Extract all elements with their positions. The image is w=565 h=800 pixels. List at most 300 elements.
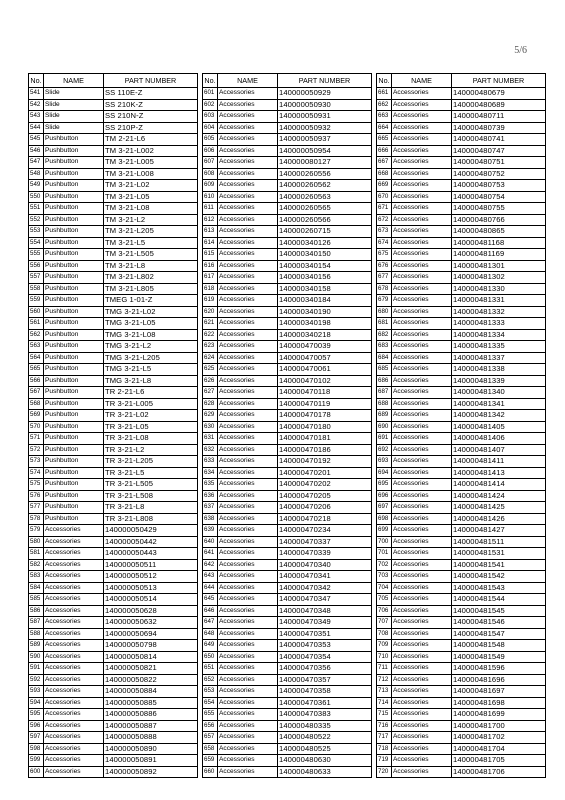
row-name: Pushbutton (44, 513, 104, 525)
row-name: Accessories (44, 617, 104, 629)
table-header-row (377, 74, 546, 88)
table-row (29, 375, 198, 387)
row-name: Accessories (44, 605, 104, 617)
row-number: 705 (377, 594, 392, 606)
row-number: 676 (377, 260, 392, 272)
row-name: Accessories (392, 766, 452, 778)
table-row (203, 145, 372, 157)
row-part-number: SS 210K-Z (104, 99, 198, 111)
row-part-number: TR 3-21-L5 (104, 467, 198, 479)
row-part-number: TMG 3-21-L205 (104, 352, 198, 364)
row-number: 580 (29, 536, 44, 548)
row-part-number: TM 3-21-L02 (104, 180, 198, 192)
row-part-number: 140000481531 (452, 548, 546, 560)
row-name: Accessories (218, 157, 278, 169)
row-number: 627 (203, 387, 218, 399)
table-row (377, 99, 546, 111)
row-part-number: TR 3-21-L205 (104, 456, 198, 468)
row-name: Accessories (392, 640, 452, 652)
header-name: NAME (44, 74, 104, 88)
row-name: Accessories (218, 295, 278, 307)
row-number: 669 (377, 180, 392, 192)
row-part-number: 140000470358 (278, 686, 372, 698)
row-part-number: 140000481696 (452, 674, 546, 686)
table-row (377, 536, 546, 548)
row-name: Accessories (218, 318, 278, 330)
table-row (377, 479, 546, 491)
row-name: Accessories (392, 502, 452, 514)
row-number: 633 (203, 456, 218, 468)
row-number: 555 (29, 249, 44, 261)
row-part-number: 140000470356 (278, 663, 372, 675)
table-row (377, 272, 546, 284)
table-row (29, 663, 198, 675)
row-number: 685 (377, 364, 392, 376)
row-number: 686 (377, 375, 392, 387)
table-row (29, 444, 198, 456)
row-name: Accessories (392, 548, 452, 560)
row-number: 599 (29, 755, 44, 767)
row-part-number: 140000481549 (452, 651, 546, 663)
table-row (377, 203, 546, 215)
table-row (203, 559, 372, 571)
row-number: 552 (29, 214, 44, 226)
row-number: 558 (29, 283, 44, 295)
table-row (377, 766, 546, 778)
row-number: 695 (377, 479, 392, 491)
row-name: Accessories (218, 168, 278, 180)
row-part-number: 140000470353 (278, 640, 372, 652)
row-part-number: 140000480335 (278, 720, 372, 732)
table-row (203, 444, 372, 456)
table-row (203, 456, 372, 468)
row-number: 682 (377, 329, 392, 341)
table-row (203, 433, 372, 445)
row-name: Accessories (218, 214, 278, 226)
row-part-number: TM 3-21-L805 (104, 283, 198, 295)
row-number: 605 (203, 134, 218, 146)
row-part-number: SS 210P-Z (104, 122, 198, 134)
row-name: Pushbutton (44, 306, 104, 318)
row-name: Accessories (218, 720, 278, 732)
row-number: 631 (203, 433, 218, 445)
row-number: 543 (29, 111, 44, 123)
row-number: 649 (203, 640, 218, 652)
row-name: Accessories (218, 640, 278, 652)
row-number: 623 (203, 341, 218, 353)
row-number: 556 (29, 260, 44, 272)
row-number: 651 (203, 663, 218, 675)
row-part-number: 140000050885 (104, 697, 198, 709)
row-number: 659 (203, 755, 218, 767)
row-name: Accessories (218, 582, 278, 594)
row-part-number: TM 3-21-L08 (104, 203, 198, 215)
row-part-number: 140000480766 (452, 214, 546, 226)
row-part-number: 140000470342 (278, 582, 372, 594)
table-row (203, 168, 372, 180)
row-name: Accessories (218, 410, 278, 422)
row-name: Accessories (392, 732, 452, 744)
row-name: Accessories (392, 295, 452, 307)
row-part-number: 140000050891 (104, 755, 198, 767)
row-name: Pushbutton (44, 203, 104, 215)
row-name: Accessories (218, 755, 278, 767)
row-part-number: 140000481337 (452, 352, 546, 364)
row-part-number: 140000470357 (278, 674, 372, 686)
row-name: Accessories (44, 571, 104, 583)
row-part-number: 140000480739 (452, 122, 546, 134)
row-name: Accessories (218, 502, 278, 514)
table-row (377, 329, 546, 341)
row-number: 647 (203, 617, 218, 629)
row-name: Accessories (392, 525, 452, 537)
table-row (377, 341, 546, 353)
row-name: Accessories (218, 479, 278, 491)
table-row (29, 364, 198, 376)
row-name: Accessories (392, 571, 452, 583)
row-number: 566 (29, 375, 44, 387)
row-number: 665 (377, 134, 392, 146)
table-row (377, 180, 546, 192)
row-part-number: TR 3-21-L005 (104, 398, 198, 410)
row-name: Accessories (218, 203, 278, 215)
table-row (29, 283, 198, 295)
row-number: 716 (377, 720, 392, 732)
row-name: Accessories (218, 272, 278, 284)
row-part-number: 140000470102 (278, 375, 372, 387)
row-part-number: 140000480630 (278, 755, 372, 767)
row-part-number: 140000481596 (452, 663, 546, 675)
row-number: 653 (203, 686, 218, 698)
table-row (377, 709, 546, 721)
row-part-number: 140000481331 (452, 295, 546, 307)
row-part-number: 140000481548 (452, 640, 546, 652)
row-number: 542 (29, 99, 44, 111)
row-part-number: 140000050632 (104, 617, 198, 629)
row-part-number: 140000481330 (452, 283, 546, 295)
table-row (377, 387, 546, 399)
table-row (203, 341, 372, 353)
table-row (203, 375, 372, 387)
row-part-number: 140000481697 (452, 686, 546, 698)
table-row (29, 214, 198, 226)
row-name: Accessories (44, 674, 104, 686)
row-number: 541 (29, 88, 44, 100)
row-number: 589 (29, 640, 44, 652)
row-number: 715 (377, 709, 392, 721)
row-name: Accessories (218, 352, 278, 364)
row-part-number: 140000481411 (452, 456, 546, 468)
row-number: 661 (377, 88, 392, 100)
table-row (377, 663, 546, 675)
table-row (377, 513, 546, 525)
table-row (377, 490, 546, 502)
row-number: 586 (29, 605, 44, 617)
table-row (203, 111, 372, 123)
row-part-number: 140000470118 (278, 387, 372, 399)
table-row (203, 398, 372, 410)
row-part-number: 140000480752 (452, 168, 546, 180)
row-number: 557 (29, 272, 44, 284)
row-part-number: 140000340190 (278, 306, 372, 318)
table-row (29, 295, 198, 307)
row-number: 642 (203, 559, 218, 571)
row-number: 687 (377, 387, 392, 399)
row-name: Pushbutton (44, 398, 104, 410)
row-part-number: 140000481168 (452, 237, 546, 249)
table-row (203, 352, 372, 364)
table-row (29, 536, 198, 548)
row-part-number: 140000470234 (278, 525, 372, 537)
table-row (203, 582, 372, 594)
row-part-number: 140000470119 (278, 398, 372, 410)
row-part-number: 140000050892 (104, 766, 198, 778)
table-row (203, 617, 372, 629)
row-name: Accessories (218, 732, 278, 744)
table-row (29, 732, 198, 744)
row-name: Accessories (392, 318, 452, 330)
row-number: 553 (29, 226, 44, 238)
row-number: 545 (29, 134, 44, 146)
row-part-number: 140000470349 (278, 617, 372, 629)
table-row (203, 421, 372, 433)
table-row (377, 559, 546, 571)
table-row (377, 157, 546, 169)
table-row (29, 594, 198, 606)
row-number: 632 (203, 444, 218, 456)
table-row (29, 272, 198, 284)
table-row (377, 697, 546, 709)
row-part-number: 140000050443 (104, 548, 198, 560)
row-name: Accessories (392, 111, 452, 123)
row-number: 699 (377, 525, 392, 537)
row-name: Pushbutton (44, 318, 104, 330)
row-number: 697 (377, 502, 392, 514)
row-name: Pushbutton (44, 375, 104, 387)
row-name: Accessories (392, 283, 452, 295)
row-name: Accessories (392, 99, 452, 111)
row-number: 702 (377, 559, 392, 571)
row-part-number: 140000050932 (278, 122, 372, 134)
row-part-number: 140000481706 (452, 766, 546, 778)
table-row (377, 605, 546, 617)
row-number: 655 (203, 709, 218, 721)
row-part-number: 140000050513 (104, 582, 198, 594)
row-name: Accessories (218, 433, 278, 445)
table-row (29, 709, 198, 721)
row-part-number: SS 210N-Z (104, 111, 198, 123)
row-part-number: 140000050954 (278, 145, 372, 157)
row-part-number: 140000481547 (452, 628, 546, 640)
row-part-number: 140000470206 (278, 502, 372, 514)
row-name: Accessories (392, 122, 452, 134)
row-number: 675 (377, 249, 392, 261)
table-row (203, 157, 372, 169)
row-name: Accessories (218, 697, 278, 709)
table-row (377, 283, 546, 295)
row-name: Pushbutton (44, 467, 104, 479)
row-part-number: TM 3-21-L002 (104, 145, 198, 157)
row-part-number: 140000340150 (278, 249, 372, 261)
row-name: Accessories (392, 628, 452, 640)
row-part-number: 140000480751 (452, 157, 546, 169)
table-row (29, 559, 198, 571)
table-header-row (29, 74, 198, 88)
row-number: 596 (29, 720, 44, 732)
row-name: Accessories (392, 191, 452, 203)
table-row (203, 99, 372, 111)
row-number: 616 (203, 260, 218, 272)
table-row (377, 433, 546, 445)
table-row (29, 525, 198, 537)
row-part-number: 140000260566 (278, 214, 372, 226)
table-row (203, 720, 372, 732)
row-part-number: 140000481338 (452, 364, 546, 376)
table-row (377, 628, 546, 640)
row-name: Accessories (44, 755, 104, 767)
row-name: Accessories (392, 651, 452, 663)
row-name: Accessories (392, 456, 452, 468)
row-number: 547 (29, 157, 44, 169)
row-part-number: 140000470186 (278, 444, 372, 456)
table-row (377, 582, 546, 594)
row-part-number: 140000481407 (452, 444, 546, 456)
table-row (29, 755, 198, 767)
table-row (29, 686, 198, 698)
table-row (203, 88, 372, 100)
table-row (203, 594, 372, 606)
row-name: Accessories (44, 709, 104, 721)
row-name: Accessories (218, 766, 278, 778)
row-part-number: 140000481425 (452, 502, 546, 514)
row-part-number: 140000050937 (278, 134, 372, 146)
row-part-number: TR 3-21-L08 (104, 433, 198, 445)
row-part-number: 140000481700 (452, 720, 546, 732)
table-row (377, 686, 546, 698)
table-header-row (203, 74, 372, 88)
row-name: Accessories (392, 352, 452, 364)
row-part-number: 140000080127 (278, 157, 372, 169)
row-part-number: 140000481427 (452, 525, 546, 537)
row-name: Accessories (218, 249, 278, 261)
row-name: Slide (44, 88, 104, 100)
row-number: 680 (377, 306, 392, 318)
row-part-number: TM 3-21-L05 (104, 191, 198, 203)
row-number: 622 (203, 329, 218, 341)
row-part-number: TMEG 1-01-Z (104, 295, 198, 307)
row-part-number: 140000050429 (104, 525, 198, 537)
row-name: Accessories (44, 559, 104, 571)
row-part-number: 140000050694 (104, 628, 198, 640)
table-row (377, 594, 546, 606)
table-row (377, 237, 546, 249)
row-name: Accessories (392, 260, 452, 272)
row-number: 568 (29, 398, 44, 410)
row-part-number: TM 3-21-L8 (104, 260, 198, 272)
row-name: Accessories (392, 755, 452, 767)
row-part-number: 140000470178 (278, 410, 372, 422)
row-number: 560 (29, 306, 44, 318)
row-name: Pushbutton (44, 433, 104, 445)
row-number: 679 (377, 295, 392, 307)
row-name: Accessories (218, 467, 278, 479)
table-row (29, 387, 198, 399)
row-part-number: 140000481405 (452, 421, 546, 433)
row-name: Accessories (392, 720, 452, 732)
row-number: 590 (29, 651, 44, 663)
row-name: Accessories (44, 582, 104, 594)
row-part-number: 140000481544 (452, 594, 546, 606)
parts-list (28, 73, 546, 778)
row-part-number: 140000050512 (104, 571, 198, 583)
row-part-number: 140000050814 (104, 651, 198, 663)
row-number: 597 (29, 732, 44, 744)
row-part-number: 140000340126 (278, 237, 372, 249)
table-row (29, 617, 198, 629)
row-number: 701 (377, 548, 392, 560)
row-name: Accessories (392, 697, 452, 709)
table-row (203, 214, 372, 226)
row-part-number: 140000050929 (278, 88, 372, 100)
table-row (377, 502, 546, 514)
row-number: 614 (203, 237, 218, 249)
row-part-number: 140000470348 (278, 605, 372, 617)
row-name: Accessories (392, 329, 452, 341)
row-part-number: 140000470383 (278, 709, 372, 721)
table-row (377, 755, 546, 767)
row-name: Accessories (392, 421, 452, 433)
row-number: 600 (29, 766, 44, 778)
row-name: Pushbutton (44, 352, 104, 364)
row-number: 720 (377, 766, 392, 778)
row-number: 617 (203, 272, 218, 284)
row-number: 591 (29, 663, 44, 675)
table-row (203, 410, 372, 422)
row-name: Accessories (392, 605, 452, 617)
header-no: No. (377, 74, 392, 88)
row-name: Accessories (392, 663, 452, 675)
table-row (377, 352, 546, 364)
row-name: Pushbutton (44, 145, 104, 157)
row-part-number: 140000470202 (278, 479, 372, 491)
row-number: 575 (29, 479, 44, 491)
row-number: 645 (203, 594, 218, 606)
row-number: 588 (29, 628, 44, 640)
row-part-number: 140000340184 (278, 295, 372, 307)
row-part-number: 140000480741 (452, 134, 546, 146)
table-row (377, 260, 546, 272)
row-number: 719 (377, 755, 392, 767)
row-number: 688 (377, 398, 392, 410)
row-name: Pushbutton (44, 490, 104, 502)
row-name: Pushbutton (44, 479, 104, 491)
row-name: Accessories (218, 674, 278, 686)
row-number: 678 (377, 283, 392, 295)
row-part-number: TM 3-21-L2 (104, 214, 198, 226)
table-row (29, 306, 198, 318)
table-row (29, 571, 198, 583)
row-part-number: 140000260565 (278, 203, 372, 215)
row-part-number: 140000340218 (278, 329, 372, 341)
table-row (29, 674, 198, 686)
row-name: Accessories (392, 88, 452, 100)
row-name: Accessories (44, 548, 104, 560)
row-part-number: 140000470192 (278, 456, 372, 468)
table-row (377, 640, 546, 652)
table-row (29, 157, 198, 169)
row-part-number: TM 3-21-L205 (104, 226, 198, 238)
row-number: 587 (29, 617, 44, 629)
